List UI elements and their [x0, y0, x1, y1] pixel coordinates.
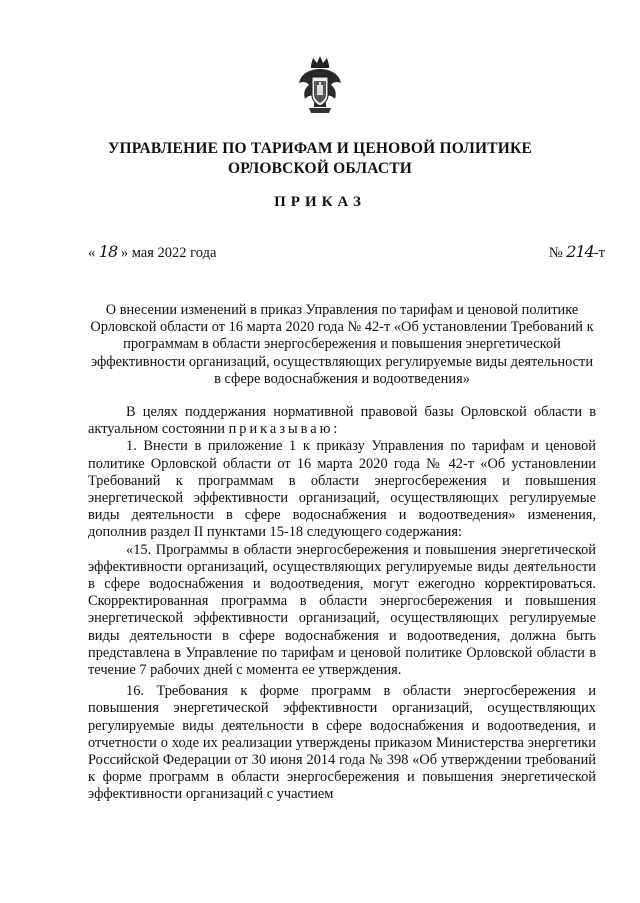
body-paragraph-15: «15. Программы в области энергосбережения и повышения энергетической эффективности организаций, осуществляющих регулируемые виды деятельности в сфере водоснабжения и водоотведения, могут ежегодно корректироваться. Скорректированная программа в области энергосбережения и повышения энергетической эффективности организаций, осуществляющих регулируемые виды деятельности в сфере водоснабжения и водоотведения, должна быть представлена в Управление по тарифам и ценовой политике Орловской области в течение 7 рабочих дней с момента ее утверждения. [88, 541, 596, 679]
number-handwritten: 214 [566, 242, 594, 261]
intro-colon: : [333, 421, 338, 438]
organization-name-line2: ОРЛОВСКОЙ ОБЛАСТИ [227, 160, 413, 177]
document-type-title: ПРИКАЗ [274, 194, 366, 210]
order-body [88, 404, 596, 804]
coat-of-arms-emblem [297, 55, 343, 115]
body-intro [88, 404, 596, 438]
order-number [549, 242, 605, 262]
order-subject: О внесении изменений в приказ Управления по тарифам и ценовой политике Орловской области от 16 марта 2020 года № 42-т «Об установлении Требований к программам в области энергосбережения и повышения энергетической эффективности организаций, осуществляющих регулируемые виды деятельности в сфере водоснабжения и водоотведения» [90, 302, 594, 387]
organization-name-line1: УПРАВЛЕНИЕ ПО ТАРИФАМ И ЦЕНОВОЙ ПОЛИТИКЕ [107, 140, 533, 157]
intro-order-word: приказываю [228, 421, 334, 438]
number-prefix: № [548, 245, 563, 261]
intro-text: В целях поддержания нормативной правовой базы Орловской области в актуальном состоянии [88, 404, 596, 438]
number-suffix: -т [593, 245, 605, 261]
body-paragraph-1: 1. Внести в приложение 1 к приказу Управления по тарифам и ценовой политике Орловской области от 16 марта 2020 года № 42-т «Об установлении Требований к программам в области энергосбережения и повышения энергетической эффективности организаций, осуществляющих регулируемые виды деятельности в сфере водоснабжения и водоотведения» изменения, дополнив раздел II пунктами 15-18 следующего содержания: [88, 438, 596, 541]
body-paragraph-16: 16. Требования к форме программ в области энергосбережения и повышения энергетической эффективности организаций, осуществляющих регулируемые виды деятельности в сфере водоснабжения и водоотведения, и отчетности о ходе их реализации утверждены приказом Министерства энергетики Российской Федерации от 30 июня 2014 года № 398 «Об утверждении требований к форме программ в области энергосбережения и повышения энергетической эффективности организаций с участием [88, 683, 596, 803]
date-rest: » мая 2022 года [120, 245, 217, 261]
date-day-handwritten: 18 [98, 242, 118, 261]
order-date [88, 242, 216, 262]
date-quote-open: « [88, 245, 96, 261]
